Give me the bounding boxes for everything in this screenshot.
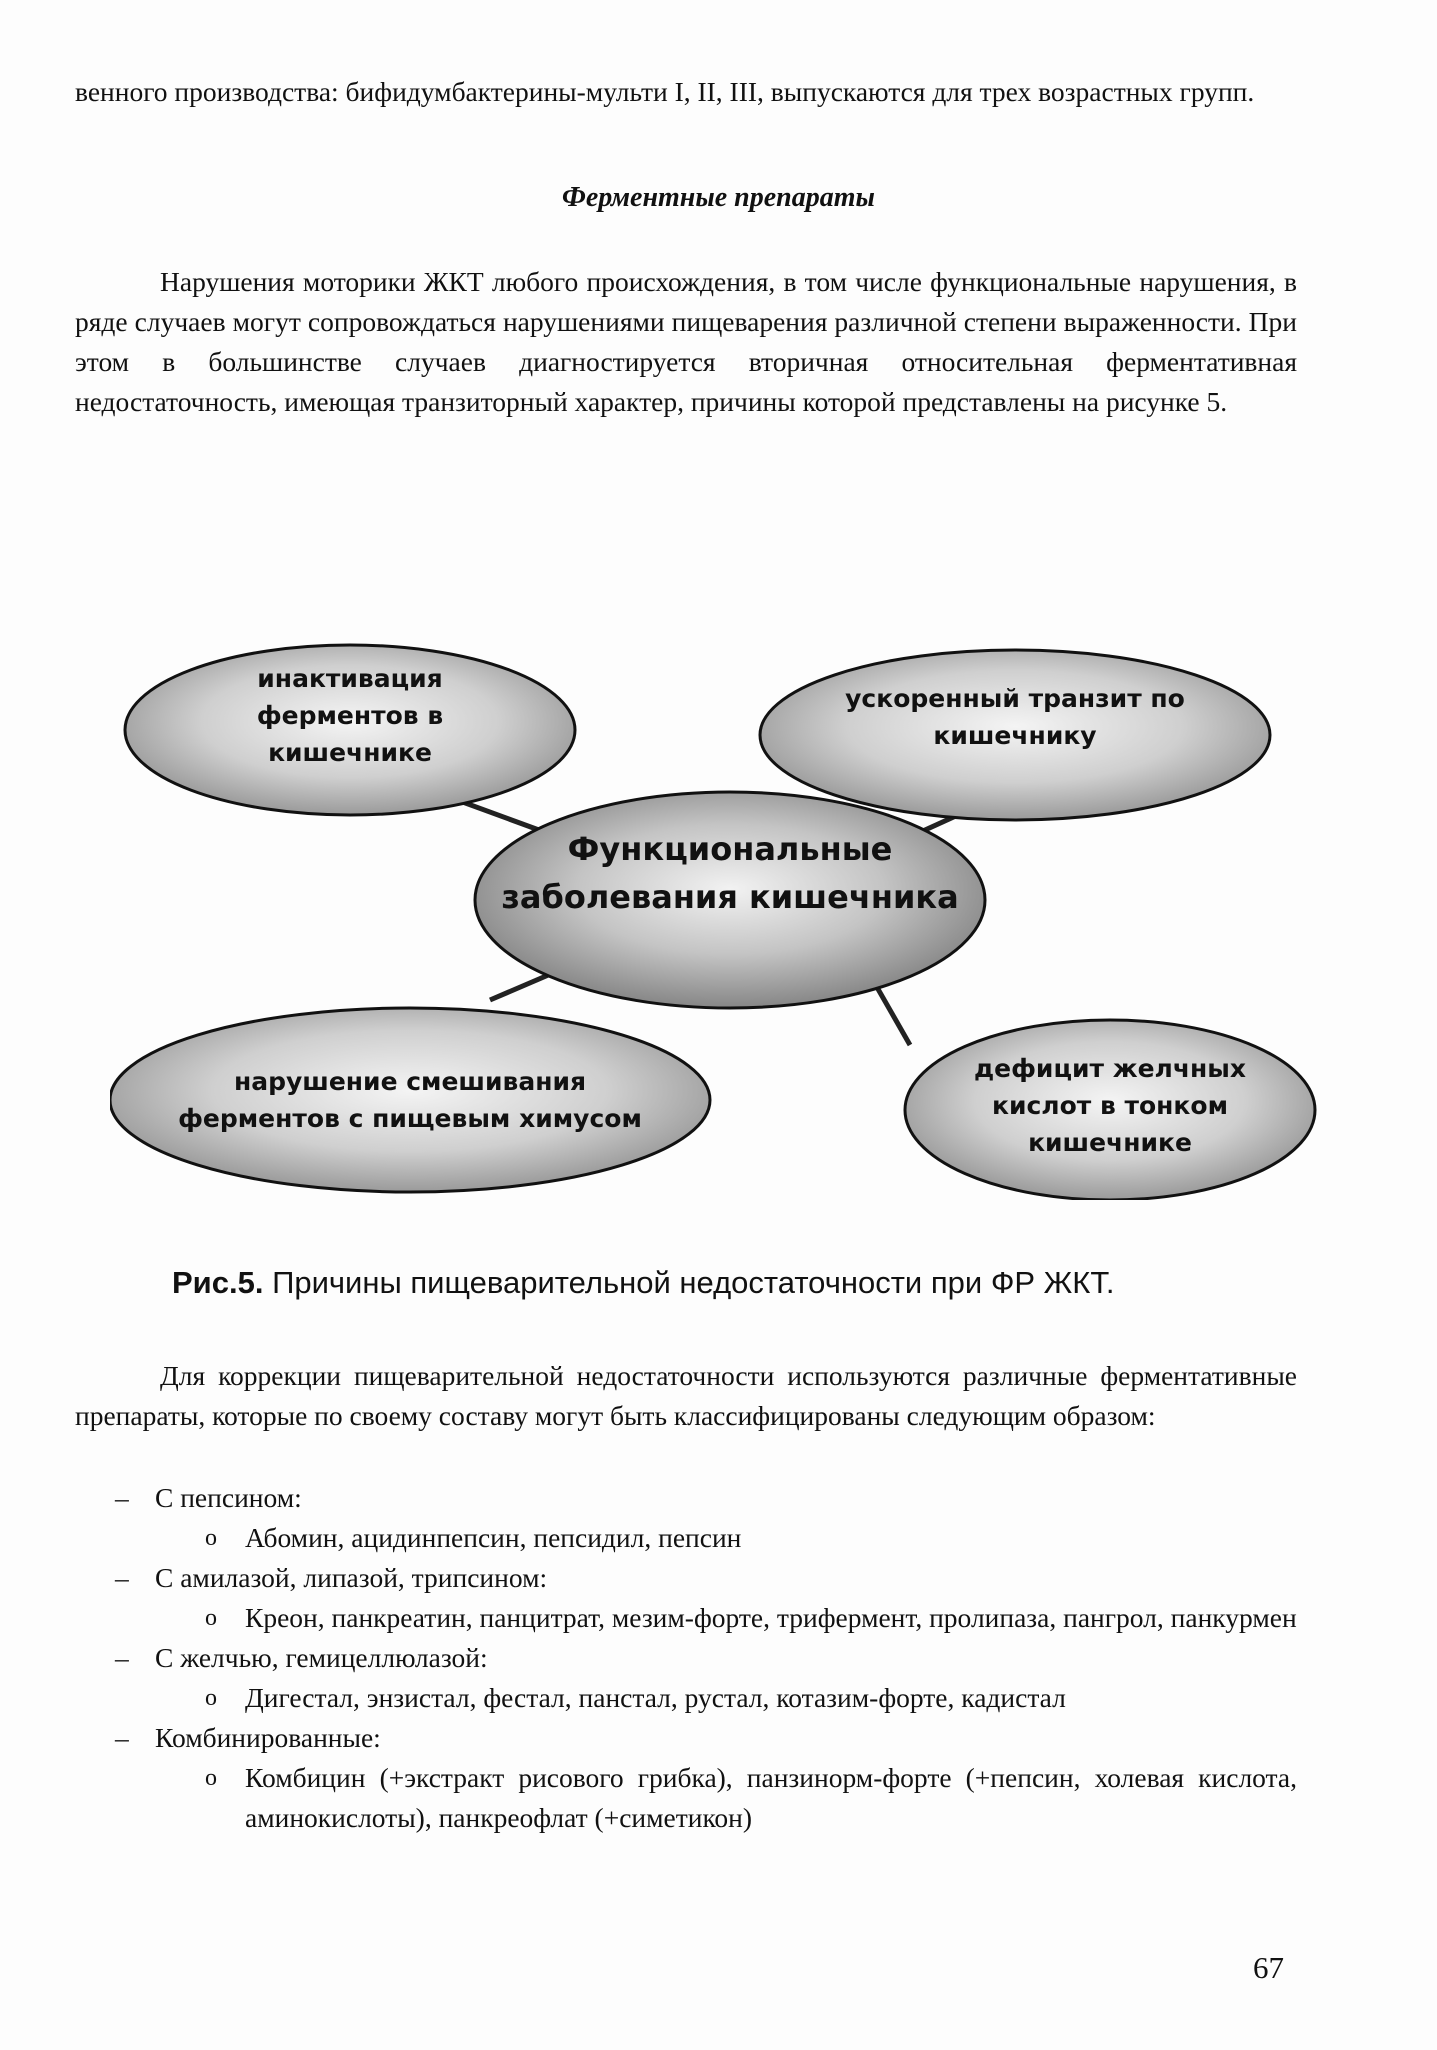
group-title: – С пепсином: (115, 1482, 302, 1513)
label-top-left: инактивация ферментов в кишечнике (256, 664, 444, 767)
label-center: Функциональные заболевания кишечника (501, 830, 959, 916)
group-items: o Абомин, ацидинпепсин, пепсидил, пепсин (205, 1522, 742, 1553)
group-items: o Дигестал, энзистал, фестал, панстал, рустал, котазим-форте, кадистал (205, 1682, 1066, 1713)
group-title: – С желчью, гемицеллюлазой: (115, 1642, 488, 1673)
causes-diagram (110, 640, 1320, 1200)
list-intro: Для коррекции пищеварительной недостаточности используются различные ферментативные препараты, которые по своему составу могут быть классифицированы следующим образом: (75, 1360, 1297, 1431)
intro-paragraph: венного производства: бифидумбактерины-мульти I, II, III, выпускаются для трех возрастных групп. (75, 76, 1255, 107)
group-items: o Комбицин (+экстракт рисового грибка), панзинорм-форте (+пепсин, холевая кислота, аминокислоты), панкреофлат (+симетикон) (205, 1762, 1297, 1833)
group-title: – С амилазой, липазой, трипсином: (115, 1562, 548, 1593)
figure-caption: Рис.5. Причины пищеварительной недостаточности при ФР ЖКТ. (172, 1265, 1115, 1300)
group-title: – Комбинированные: (115, 1722, 381, 1753)
main-paragraph: Нарушения моторики ЖКТ любого происхождения, в том числе функциональные нарушения, в ряде случаев могут сопровождаться нарушениями пищеварения различной степени выраженности. При этом в большинстве случаев диагностируется вторичная относительная ферментативная недостаточность, имеющая транзиторный характер, причины которой представлены на рисунке 5. (75, 266, 1297, 417)
group-items: o Креон, панкреатин, панцитрат, мезим-форте, трифермент, пролипаза, пангрол, панкурмен (205, 1602, 1297, 1633)
enzyme-groups-list (75, 1478, 1297, 1838)
label-bottom-left: нарушение смешивания ферментов с пищевым химусом (178, 1067, 642, 1133)
page-number: 67 (1253, 1950, 1284, 1985)
section-heading: Ферментные препараты (562, 182, 875, 213)
label-bottom-right: дефицит желчных кислот в тонком кишечнике (973, 1054, 1247, 1157)
label-top-right: ускоренный транзит по кишечнику (845, 684, 1185, 750)
